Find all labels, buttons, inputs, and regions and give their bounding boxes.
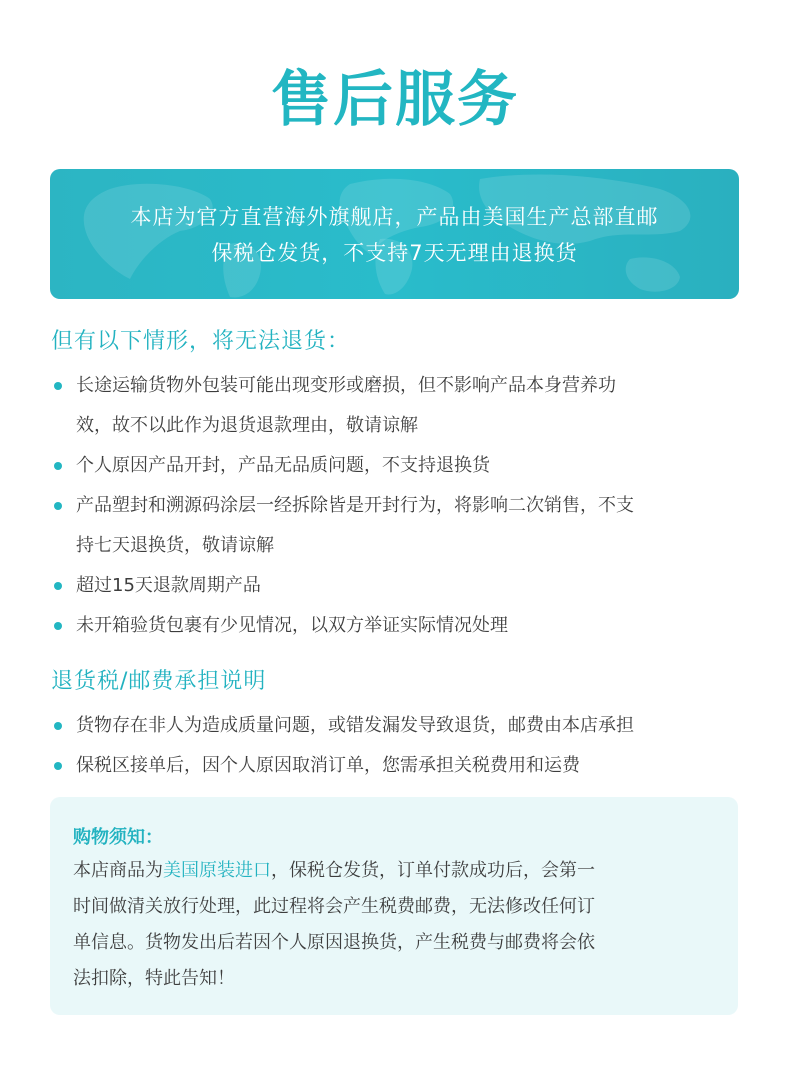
list-item: 未开箱验货包裹有少见情况，以双方举证实际情况处理: [51, 606, 751, 646]
list-item: 长途运输货物外包装可能出现变形或磨损，但不影响产品本身营养功 效，故不以此作为退货退款理由，敬请谅解: [51, 366, 751, 446]
shopping-notice-box: [50, 797, 738, 1015]
list-item: 个人原因产品开封，产品无品质问题，不支持退换货: [51, 446, 751, 486]
notice-line-2: 时间做清关放行处理，此过程将会产生税费邮费，无法修改任何订: [73, 896, 595, 917]
fees-list: [51, 706, 751, 786]
notice-line-3: 单信息。货物发出后若因个人原因退换货，产生税费与邮费将会依: [73, 932, 595, 953]
banner-line-1: 本店为官方直营海外旗舰店，产品由美国生产总部直邮: [130, 205, 659, 229]
no-return-heading: 但有以下情形，将无法退货：: [51, 329, 351, 354]
page-title: 售后服务: [271, 65, 519, 135]
bullet-icon: [54, 502, 62, 510]
banner-text: [50, 199, 739, 271]
bullet-icon: [54, 622, 62, 630]
list-item: 超过15天退款周期产品: [51, 566, 751, 606]
fees-heading: 退货税/邮费承担说明: [51, 669, 267, 694]
bullet-icon: [54, 582, 62, 590]
bullet-icon: [54, 762, 62, 770]
bullet-icon: [54, 462, 62, 470]
no-return-list: [51, 366, 751, 646]
notice-heading: 购物须知：: [73, 827, 163, 848]
list-item: 货物存在非人为造成质量问题，或错发漏发导致退货，邮费由本店承担: [51, 706, 751, 746]
list-item: 产品塑封和溯源码涂层一经拆除皆是开封行为，将影响二次销售，不支 持七天退换货，敬请谅解: [51, 486, 751, 566]
banner-line-2: 保税仓发货，不支持7天无理由退换货: [211, 241, 578, 265]
notice-body: [73, 853, 723, 997]
list-item: 保税区接单后，因个人原因取消订单，您需承担关税费用和运费: [51, 746, 751, 786]
store-info-banner: [50, 169, 739, 299]
notice-line-4: 法扣除，特此告知！: [73, 968, 235, 989]
notice-highlight: 美国原装进口: [163, 860, 271, 881]
bullet-icon: [54, 722, 62, 730]
notice-line-1: 本店商品为美国原装进口，保税仓发货，订单付款成功后，会第一: [73, 860, 595, 881]
bullet-icon: [54, 382, 62, 390]
